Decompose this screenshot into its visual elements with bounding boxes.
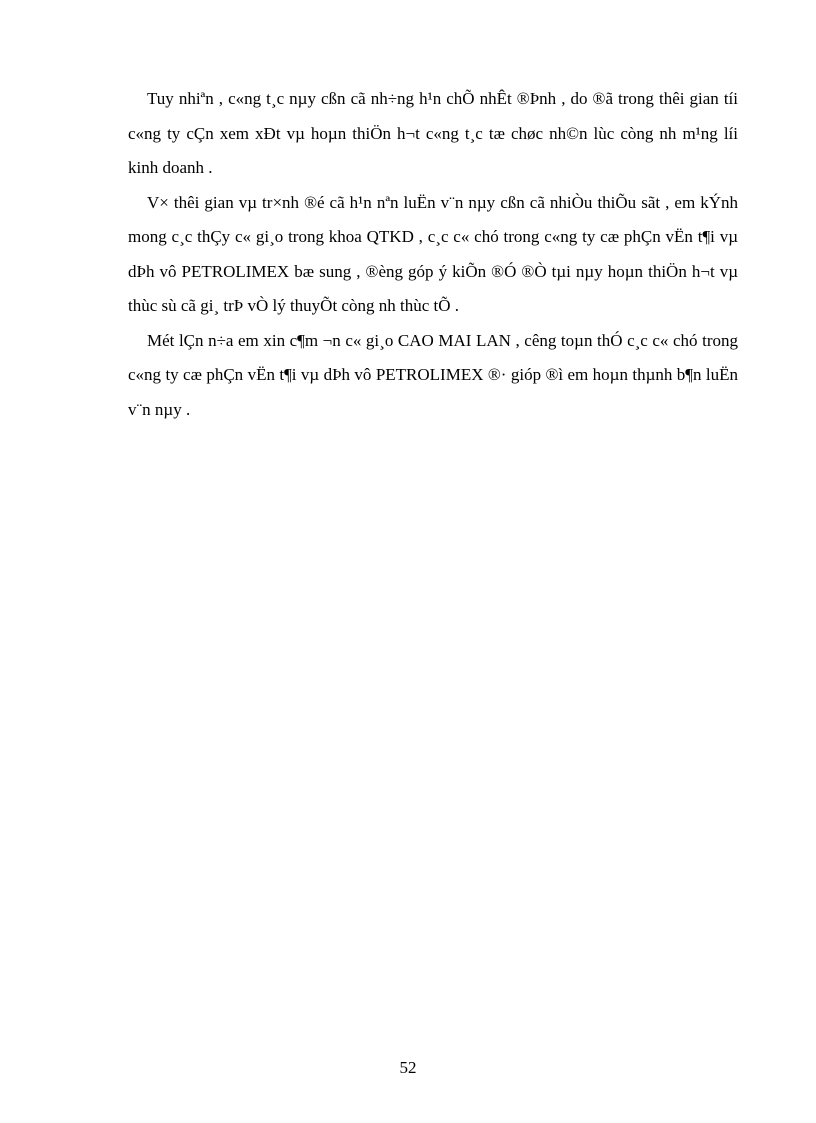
paragraph-thanks: Mét lÇn n÷a em xin c¶m ¬n c« gi¸o CAO MAI LAN , cêng toµn thÓ c¸c c« chó trong c«ng ty cæ phÇn vËn t¶i vµ dÞh vô PETROLIMEX ®· gióp ®ì em hoµn thµnh b¶n luËn v¨n nµy . (128, 330, 738, 419)
paragraph-conclusion: Tuy nhiªn , c«ng t¸c nµy cßn cã nh÷ng h¹n chÕ nhÊt ®Þnh , do ®ã trong thêi gian tíi c«ng ty cÇn xem xÐt vµ hoµn thiÖn h¬t c«ng t¸c tæ chøc nh©n lùc còng nh m¹ng líi kinh doanh . (128, 89, 738, 177)
body-text (128, 82, 738, 427)
page-number: 52 (399, 1058, 417, 1077)
paragraph-request-feedback: V× thêi gian vµ tr×nh ®é cã h¹n nªn luËn v¨n nµy cßn cã nhiÒu thiÕu sãt , em kÝnh mong c¸c thÇy c« gi¸o trong khoa QTKD , c¸c c« chó trong c«ng ty cæ phÇn vËn t¶i vµ dÞh vô PETROLIMEX bæ sung , ®èng góp ý kiÕn ®Ó ®Ò tµi nµy hoµn thiÖn h¬t vµ thùc sù cã gi¸ trÞ vÒ lý thuyÕt còng nh thùc tÕ . (128, 192, 738, 315)
